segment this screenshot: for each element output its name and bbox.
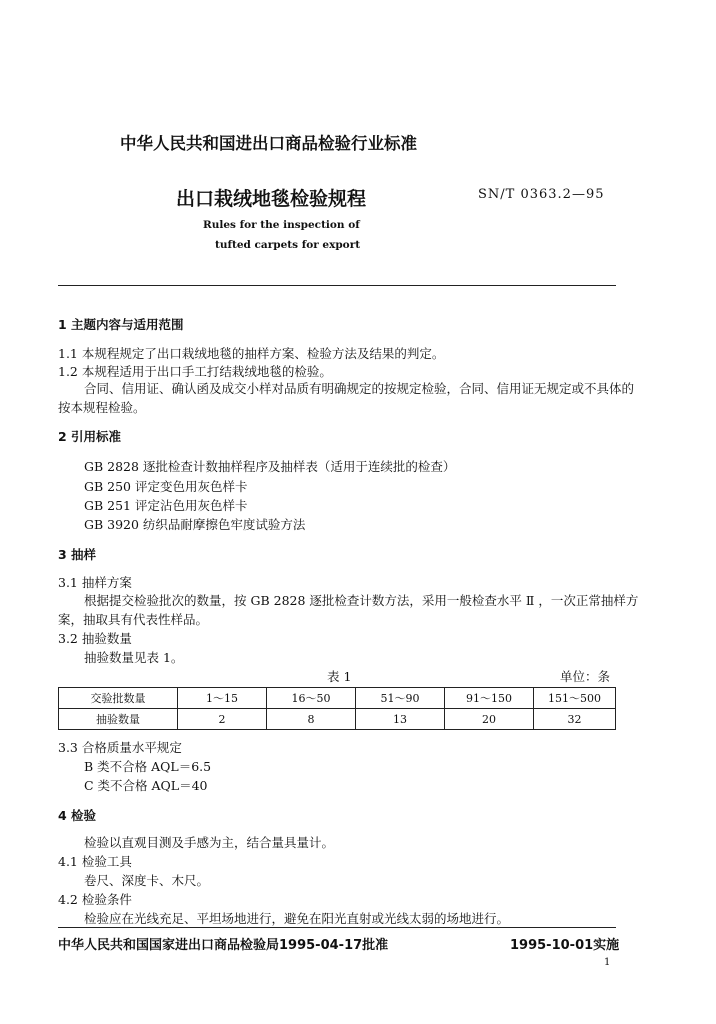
table-cell: 交验批数量 <box>59 688 178 709</box>
para-1-2: 1.2 本规程适用于出口手工打结栽绒地毯的检验。 <box>58 364 332 379</box>
section-1-heading: 1 主题内容与适用范围 <box>58 317 184 332</box>
para-3-2-text: 抽验数量见表 1。 <box>84 650 184 665</box>
section-3-heading: 3 抽样 <box>58 547 97 562</box>
approval-line: 中华人民共和国国家进出口商品检验局1995-04-17批准 <box>58 938 389 953</box>
aql-b: B 类不合格 AQL＝6.5 <box>84 759 212 774</box>
document-title: 出口栽绒地毯检验规程 <box>176 188 367 210</box>
para-3-1: 3.1 抽样方案 <box>58 575 132 590</box>
table-cell: 20 <box>445 709 534 730</box>
table-cell: 16～50 <box>267 688 356 709</box>
para-4-2: 4.2 检验条件 <box>58 892 132 907</box>
table-cell: 抽验数量 <box>59 709 178 730</box>
para-4-1-text: 卷尺、深度卡、木尺。 <box>84 873 210 888</box>
para-3-1-line2: 案，抽取具有代表性样品。 <box>58 612 209 627</box>
para-4-2-text: 检验应在光线充足、平坦场地进行，避免在阳光直射或光线太弱的场地进行。 <box>84 911 510 926</box>
para-4: 检验以直观目测及手感为主，结合量具量计。 <box>84 835 335 850</box>
reference-item: GB 250 评定变色用灰色样卡 <box>84 479 248 494</box>
reference-item: GB 3920 纺织品耐摩擦色牢度试验方法 <box>84 517 306 532</box>
table-cell: 8 <box>267 709 356 730</box>
header-divider <box>58 285 616 286</box>
para-3-3: 3.3 合格质量水平规定 <box>58 740 182 755</box>
reference-item: GB 251 评定沾色用灰色样卡 <box>84 498 248 513</box>
section-2-heading: 2 引用标准 <box>58 429 122 444</box>
sampling-table <box>58 687 616 730</box>
english-title-line2: tufted carpets for export <box>215 239 361 251</box>
para-1-2-line1: 合同、信用证、确认函及成交小样对品质有明确规定的按规定检验，合同、信用证无规定或不具体的 <box>84 381 635 396</box>
aql-c: C 类不合格 AQL＝40 <box>84 778 208 793</box>
para-1-1: 1.1 本规程规定了出口栽绒地毯的抽样方案、检验方法及结果的判定。 <box>58 346 445 361</box>
english-title-line1: Rules for the inspection of <box>203 219 360 231</box>
reference-item: GB 2828 逐批检查计数抽样程序及抽样表（适用于连续批的检查） <box>84 459 456 474</box>
footer-divider <box>58 927 616 928</box>
table-cell: 32 <box>534 709 616 730</box>
para-3-1-line1: 根据提交检验批次的数量，按 GB 2828 逐批检查计数方法，采用一般检查水平 Ⅱ ，一次正常抽样方 <box>84 593 639 608</box>
standard-code: SN/T 0363.2—95 <box>478 187 605 202</box>
table-cell: 2 <box>178 709 267 730</box>
table-unit: 单位：条 <box>560 669 611 684</box>
page-number: 1 <box>604 957 611 968</box>
org-standard-title: 中华人民共和国进出口商品检验行业标准 <box>120 134 417 153</box>
section-4-heading: 4 检验 <box>58 808 97 823</box>
table-cell: 51～90 <box>356 688 445 709</box>
para-4-1: 4.1 检验工具 <box>58 854 132 869</box>
para-1-2-line2: 按本规程检验。 <box>58 400 146 415</box>
table-cell: 13 <box>356 709 445 730</box>
table-row <box>59 688 616 709</box>
table-cell: 1～15 <box>178 688 267 709</box>
table-row <box>59 709 616 730</box>
table-cell: 91～150 <box>445 688 534 709</box>
table-cell: 151～500 <box>534 688 616 709</box>
effective-date: 1995-10-01实施 <box>510 938 620 953</box>
para-3-2: 3.2 抽验数量 <box>58 631 132 646</box>
table-caption: 表 1 <box>327 669 352 684</box>
